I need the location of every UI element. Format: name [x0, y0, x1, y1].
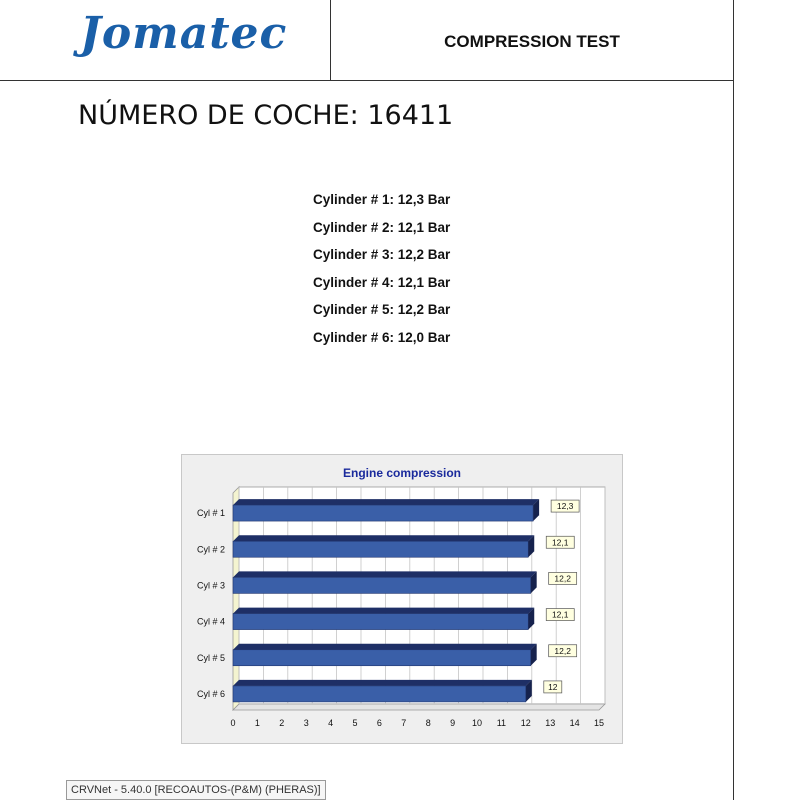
x-tick-label: 14 [569, 718, 580, 728]
bar [233, 505, 533, 521]
cylinder-reading: Cylinder # 3: 12,2 Bar [313, 247, 451, 262]
y-tick-label: Cyl # 6 [196, 688, 225, 699]
data-label: 12,2 [554, 573, 571, 584]
y-tick-label: Cyl # 5 [196, 652, 225, 663]
document-title: COMPRESSION TEST [444, 32, 620, 51]
bar-top-face [233, 680, 532, 686]
cylinder-readings-list [313, 192, 450, 357]
bar [233, 686, 526, 702]
cylinder-reading: Cylinder # 1: 12,3 Bar [313, 192, 451, 207]
bar [233, 614, 528, 630]
data-label: 12,1 [551, 537, 569, 548]
y-tick-label: Cyl # 3 [196, 580, 225, 591]
x-tick-label: 13 [545, 718, 556, 728]
bar-top-face [233, 644, 537, 650]
bar-top-face [233, 499, 539, 505]
x-tick-label: 10 [471, 718, 483, 728]
x-tick-label: 3 [303, 718, 309, 728]
data-label: 12,2 [554, 645, 571, 656]
x-tick-label: 4 [328, 718, 334, 728]
car-number-heading: NÚMERO DE COCHE: 16411 [78, 100, 454, 131]
x-tick-label: 0 [230, 718, 236, 728]
y-tick-label: Cyl # 4 [196, 616, 225, 627]
x-tick-label: 12 [520, 718, 531, 728]
cylinder-reading: Cylinder # 5: 12,2 Bar [313, 302, 451, 317]
bar-top-face [233, 535, 534, 541]
y-tick-label: Cyl # 1 [196, 508, 225, 519]
bar [233, 650, 531, 666]
header-separator [0, 80, 734, 81]
x-tick-label: 11 [496, 718, 507, 728]
x-tick-label: 7 [401, 718, 407, 728]
bar [233, 541, 528, 557]
x-tick-label: 8 [425, 718, 431, 728]
cylinder-reading: Cylinder # 6: 12,0 Bar [313, 329, 451, 345]
cylinder-reading: Cylinder # 4: 12,1 Bar [313, 274, 451, 290]
company-logo: Jomatec [80, 8, 288, 59]
data-label: 12,3 [556, 501, 574, 512]
data-label: 12,1 [551, 609, 569, 620]
bar [233, 577, 531, 593]
y-tick-label: Cyl # 2 [196, 544, 225, 555]
footer-status: CRVNet - 5.40.0 [RECOAUTOS-(P&M) (PHERAS)] [66, 780, 326, 800]
chart-title: Engine compression [342, 466, 462, 480]
bar-top-face [233, 571, 537, 577]
data-label: 12 [548, 681, 558, 692]
chart-floor [233, 704, 605, 710]
bar-top-face [233, 608, 534, 614]
x-tick-label: 15 [593, 718, 605, 728]
x-tick-label: 6 [376, 718, 382, 728]
x-tick-label: 1 [254, 718, 260, 728]
chart-canvas [182, 455, 622, 743]
engine-compression-chart [181, 454, 623, 744]
x-tick-label: 5 [352, 718, 358, 728]
x-tick-label: 9 [450, 718, 456, 728]
x-tick-label: 2 [279, 718, 285, 728]
cylinder-reading: Cylinder # 2: 12,1 Bar [313, 219, 451, 235]
